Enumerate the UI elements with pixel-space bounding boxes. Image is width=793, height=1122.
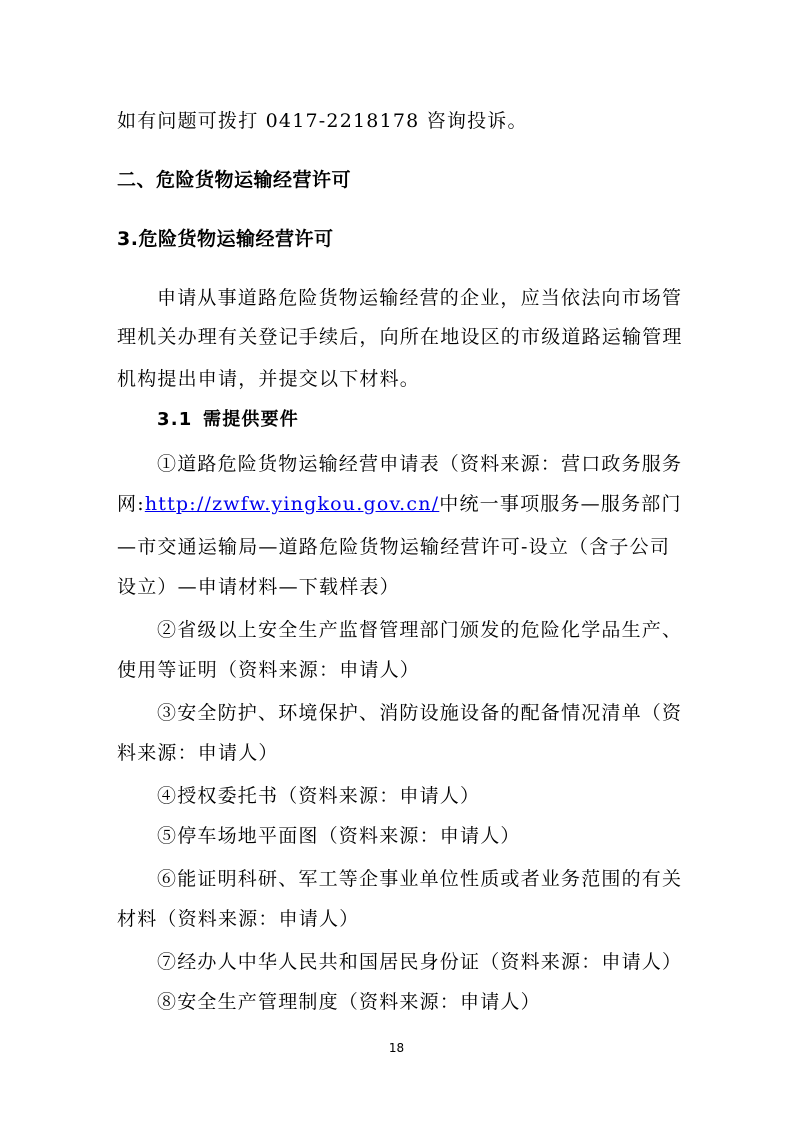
section-heading: 二、危险货物运输经营许可 xyxy=(117,169,352,191)
list-item: ④授权委托书（资料来源：申请人） xyxy=(157,785,481,807)
paragraph-line: 理机关办理有关登记手续后，向所在地设区的市级道路运输管理 xyxy=(117,326,683,348)
list-item: ③安全防护、环境保护、消防设施设备的配备情况清单（资 xyxy=(157,702,683,724)
list-item: ⑧安全生产管理制度（资料来源：申请人） xyxy=(157,991,541,1013)
list-item: ②省级以上安全生产监督管理部门颁发的危险化学品生产、 xyxy=(157,619,683,641)
item1-line xyxy=(117,492,682,516)
list-item: 使用等证明（资料来源：申请人） xyxy=(117,659,421,681)
item1-line: 设立）—申请材料—下载样表） xyxy=(117,576,400,598)
page-number: 18 xyxy=(388,1041,405,1055)
item1-prefix: 网: xyxy=(117,493,145,515)
requirements-number: 3.1 xyxy=(157,409,193,430)
source-link[interactable]: http://zwfw.yingkou.gov.cn/ xyxy=(144,493,440,515)
list-item: 料来源：申请人） xyxy=(117,742,279,764)
paragraph-line: 机构提出申请，并提交以下材料。 xyxy=(117,368,421,390)
requirements-title: 需提供要件 xyxy=(203,409,299,430)
intro-line: 如有问题可拨打 0417-2218178 咨询投诉。 xyxy=(117,110,528,132)
item1-line: —市交通运输局—道路危险货物运输经营许可-设立（含子公司 xyxy=(117,536,671,558)
item1-line: ①道路危险货物运输经营申请表（资料来源：营口政务服务 xyxy=(157,453,683,475)
list-item: ⑤停车场地平面图（资料来源：申请人） xyxy=(157,825,521,847)
item1-suffix: 中统一事项服务—服务部门 xyxy=(439,493,682,515)
item-heading: 3.危险货物运输经营许可 xyxy=(117,228,334,250)
list-item: 材料（资料来源：申请人） xyxy=(117,908,360,930)
list-item: ⑦经办人中华人民共和国居民身份证（资料来源：申请人） xyxy=(157,951,683,973)
list-item: ⑥能证明科研、军工等企事业单位性质或者业务范围的有关 xyxy=(157,868,683,890)
requirements-heading xyxy=(157,408,299,432)
paragraph-line: 申请从事道路危险货物运输经营的企业，应当依法向市场管 xyxy=(157,287,683,309)
